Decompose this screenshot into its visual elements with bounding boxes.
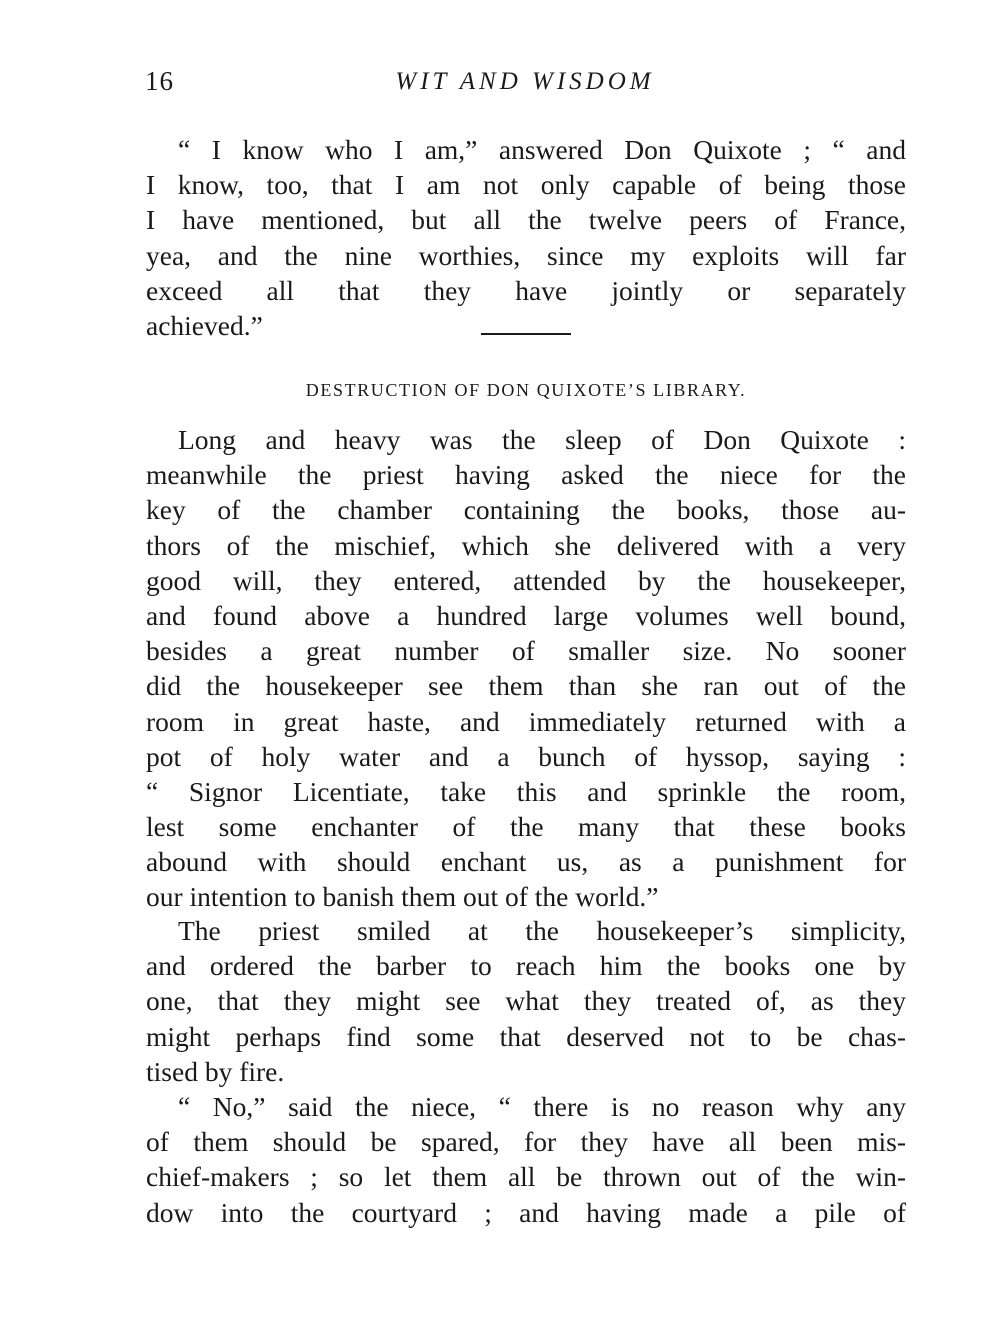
text-line: did the housekeeper see them than she ran out of the: [146, 670, 906, 702]
section-divider-rule: [481, 333, 571, 335]
text-line: abound with should enchant us, as a punishment for: [146, 846, 906, 878]
text-line: tised by fire.: [146, 1055, 285, 1087]
text-line: might perhaps find some that deserved not to be chas-: [146, 1020, 906, 1052]
text-line: key of the chamber containing the books, those au-: [146, 494, 906, 526]
text-line: yea, and the nine worthies, since my exploits will far: [146, 239, 906, 271]
text-line: lest some enchanter of the many that these books: [146, 811, 906, 843]
text-line: and found above a hundred large volumes well bound,: [146, 599, 906, 631]
text-line: good will, they entered, attended by the housekeeper,: [146, 564, 906, 596]
text-line: room in great haste, and immediately returned with a: [146, 705, 906, 737]
paragraph-niece-reply: [146, 1089, 906, 1230]
text-line: “ Signor Licentiate, take this and sprinkle the room,: [146, 775, 906, 807]
text-line: achieved.”: [146, 309, 263, 341]
text-line: and ordered the barber to reach him the books one by: [146, 950, 906, 982]
text-line: exceed all that they have jointly or separately: [146, 274, 906, 306]
closing-line-row: [146, 308, 906, 343]
text-line: chief-makers ; so let them all be thrown out of the win-: [146, 1161, 906, 1193]
section-heading: DESTRUCTION OF DON QUIXOTE’S LIBRARY.: [305, 380, 747, 400]
text-line: pot of holy water and a bunch of hyssop, saying :: [146, 740, 906, 772]
paragraph-quixote-reply: [146, 132, 906, 343]
running-head: [145, 66, 905, 106]
running-title: WIT AND WISDOM: [395, 68, 655, 95]
text-line: one, that they might see what they treated of, as they: [146, 985, 906, 1017]
text-line: dow into the courtyard ; and having made a pile of: [146, 1196, 906, 1228]
page-number: 16: [145, 66, 174, 96]
paragraph-priest-smiled: [146, 913, 906, 1089]
text-line: our intention to banish them out of the world.”: [146, 881, 659, 913]
text-line: thors of the mischief, which she delivered with a very: [146, 529, 906, 561]
text-line: meanwhile the priest having asked the niece for the: [146, 459, 906, 491]
text-line: I know, too, that I am not only capable of being those: [146, 169, 906, 201]
text-line: “ I know who I am,” answered Don Quixote ; “ and: [178, 134, 906, 165]
text-line: The priest smiled at the housekeeper’s simplicity,: [178, 915, 906, 946]
text-line: “ No,” said the niece, “ there is no reason why any: [178, 1091, 906, 1122]
paragraph-library-entry: [146, 422, 906, 915]
text-line: I have mentioned, but all the twelve peers of France,: [146, 204, 906, 236]
text-line: besides a great number of smaller size. No sooner: [146, 635, 906, 667]
text-line: of them should be spared, for they have all been mis-: [146, 1126, 906, 1158]
text-line: Long and heavy was the sleep of Don Quixote :: [178, 424, 906, 455]
